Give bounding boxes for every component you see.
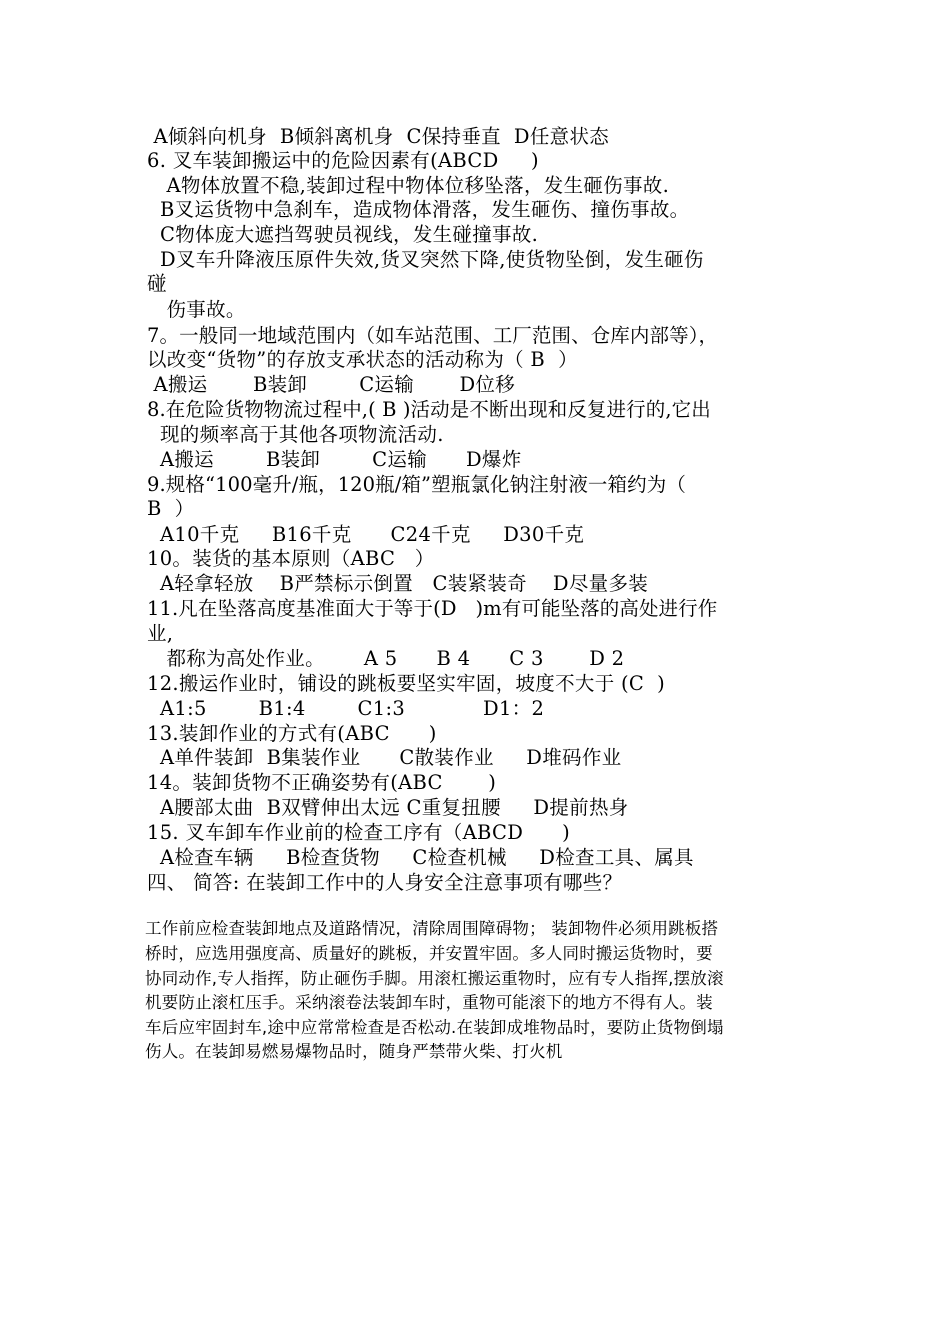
q13-question: 13.装卸作业的方式有(ABC ) [147,722,437,745]
q15-options: A检查车辆 B检查货物 C检查机械 D检查工具、属具 [147,846,694,869]
q11-question-wrap: 业, [147,622,174,645]
q6-option-d-wrap: 碰 [147,272,167,295]
answer-line-3: 协同动作,专人指挥，防止砸伤手脚。用滚杠搬运重物时，应有专人指挥,摆放滚 [145,969,724,988]
q9-options: A10千克 B16千克 C24千克 D30千克 [147,523,585,546]
q6-option-c: C物体庞大遮挡驾驶员视线，发生碰撞事故. [147,223,539,246]
q8-question-cont: 现的频率高于其他各项物流活动. [147,423,444,446]
q6-option-d-end: 伤事故。 [147,298,246,321]
q6-option-b: B叉运货物中急刹车，造成物体滑落，发生砸伤、撞伤事故。 [147,198,690,221]
q12-options: A1:5 B1:4 C1:3 D1：2 [147,697,545,720]
q9-answer: B ） [147,497,195,520]
section-four-heading: 四、 简答: 在装卸工作中的人身安全注意事项有哪些？ [147,871,623,894]
answer-line-5: 车后应牢固封车,途中应常常检查是否松动.在装卸成堆物品时，要防止货物倒塌 [145,1018,724,1037]
q14-options: A腰部太曲 B双臂伸出太远 C重复扭腰 D提前热身 [147,796,629,819]
q14-question: 14。装卸货物不正确姿势有(ABC ) [147,771,497,794]
answer-line-1: 工作前应检查装卸地点及道路情况，清除周围障碍物； 装卸物件必须用跳板搭 [145,919,719,938]
q6-question: 6. 叉车装卸搬运中的危险因素有(ABCD ) [147,149,539,172]
q13-options: A单件装卸 B集装作业 C散装作业 D堆码作业 [147,746,622,769]
q9-question: 9.规格“100毫升/瓶，120瓶/箱”塑瓶氯化钠注射液一箱约为（ [147,473,686,496]
q6-option-d: D叉车升降液压原件失效,货叉突然下降,使货物坠倒，发生砸伤 [147,248,704,271]
q12-question: 12.搬运作业时，铺设的跳板要坚实牢固，坡度不大于 (C ) [147,672,666,695]
q6-option-a: A物体放置不稳,装卸过程中物体位移坠落，发生砸伤事故. [147,174,670,197]
answer-line-4: 机要防止滚杠压手。采纳滚卷法装卸车时，重物可能滚下的地方不得有人。装 [145,993,713,1012]
answer-line-6: 伤人。在装卸易燃易爆物品时，随身严禁带火柴、打火机 [145,1042,563,1061]
q10-question: 10。装货的基本原则（ABC ） [147,547,435,570]
q7-question-cont: 以改变“货物”的存放支承状态的活动称为（ B ） [147,348,578,371]
q15-question: 15. 叉车卸车作业前的检查工序有（ABCD ) [147,821,571,844]
q11-options: 都称为高处作业。 A 5 B 4 C 3 D 2 [147,647,625,670]
q11-question: 11.凡在坠落高度基准面大于等于(D )m有可能坠落的高处进行作 [147,597,718,620]
q5-options: A倾斜向机身 B倾斜离机身 C保持垂直 D任意状态 [147,125,610,148]
q8-options: A搬运 B装卸 C运输 D爆炸 [147,448,522,471]
q10-options: A轻拿轻放 B严禁标示倒置 C装紧装奇 D尽量多装 [147,572,649,595]
q7-options: A搬运 B装卸 C运输 D位移 [147,373,516,396]
q7-question: 7。一般同一地域范围内（如车站范围、工厂范围、仓库内部等）， [147,324,719,347]
q8-question: 8.在危险货物物流过程中,( B )活动是不断出现和反复进行的,它出 [147,398,711,421]
answer-line-2: 桥时，应选用强度高、质量好的跳板，并安置牢固。多人同时搬运货物时，要 [145,944,713,963]
